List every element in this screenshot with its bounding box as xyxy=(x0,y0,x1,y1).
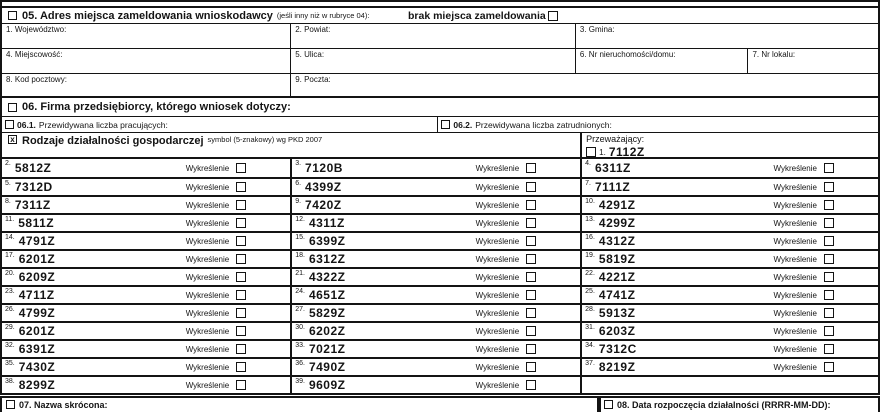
row-06-1-06-2 xyxy=(2,117,878,133)
wykreslenie-checkbox[interactable] xyxy=(236,326,246,336)
wykreslenie-checkbox[interactable] xyxy=(824,326,834,336)
wykreslenie-group xyxy=(186,182,247,192)
pkd-number: 8. xyxy=(5,198,11,205)
wykreslenie-label: Wykreślenie xyxy=(185,272,230,282)
wykreslenie-group xyxy=(186,290,247,300)
wykreslenie-checkbox[interactable] xyxy=(236,236,246,246)
wykreslenie-checkbox[interactable] xyxy=(526,380,536,390)
wykreslenie-label: Wykreślenie xyxy=(475,344,520,354)
pkd-code: 5812Z xyxy=(14,161,52,175)
pkd-code: 4791Z xyxy=(18,234,56,248)
section-06-2-checkbox[interactable] xyxy=(441,120,450,129)
wykreslenie-label: Wykreślenie xyxy=(773,182,817,192)
wykreslenie-group xyxy=(773,272,834,282)
pkd-number: 33. xyxy=(295,342,305,349)
wykreslenie-group xyxy=(476,308,537,318)
wykreslenie-label: Wykreślenie xyxy=(185,163,230,173)
pkd-code: 7430Z xyxy=(18,360,56,374)
brak-zameldowania-label: brak miejsca zameldowania xyxy=(408,9,546,22)
section-07-checkbox[interactable] xyxy=(6,400,15,409)
row-06-3 xyxy=(2,133,878,159)
field-gmina[interactable] xyxy=(575,24,878,48)
wykreslenie-label: Wykreślenie xyxy=(475,254,520,264)
wykreslenie-label: Wykreślenie xyxy=(185,380,230,390)
wykreslenie-label: Wykreślenie xyxy=(475,290,520,300)
wykreslenie-group xyxy=(476,163,537,173)
pkd-cell[interactable] xyxy=(290,159,580,177)
pkd-code: 4651Z xyxy=(308,288,346,302)
section-06-3-note: symbol (5-znakowy) wg PKD 2007 xyxy=(207,135,323,144)
wykreslenie-checkbox[interactable] xyxy=(526,272,536,282)
wykreslenie-group xyxy=(186,362,247,372)
section-06-3-title: Rodzaje działalności gospodarczej xyxy=(22,135,204,147)
pkd-number: 20. xyxy=(5,270,15,277)
sections-05-06-box xyxy=(0,6,880,395)
wykreslenie-group xyxy=(773,290,834,300)
wykreslenie-checkbox[interactable] xyxy=(526,218,536,228)
wykreslenie-label: Wykreślenie xyxy=(475,308,520,318)
section-05-header xyxy=(2,8,878,24)
field-label: 3. Gmina: xyxy=(579,25,615,34)
pkd-number: 4. xyxy=(585,160,591,167)
field-liczba-zatrudnionych[interactable] xyxy=(437,117,878,132)
pkd-number: 25. xyxy=(585,288,595,295)
wykreslenie-checkbox[interactable] xyxy=(824,163,834,173)
pkd-cell[interactable] xyxy=(580,321,878,339)
wykreslenie-label: Wykreślenie xyxy=(475,218,520,228)
pkd-number: 30. xyxy=(295,324,305,331)
wykreslenie-group xyxy=(186,218,247,228)
pkd-cell[interactable] xyxy=(580,285,878,303)
pkd-code: 7311Z xyxy=(14,198,51,212)
wykreslenie-group xyxy=(186,254,247,264)
pkd-cell[interactable] xyxy=(2,159,290,177)
field-powiat[interactable] xyxy=(290,24,575,48)
wykreslenie-checkbox[interactable] xyxy=(824,236,834,246)
wykreslenie-group xyxy=(186,344,247,354)
pkd-code: 7021Z xyxy=(308,342,346,356)
wykreslenie-group xyxy=(186,236,247,246)
section-05-note: (jeśli inny niż w rubryce 04): xyxy=(276,11,370,20)
pkd-number: 7. xyxy=(585,180,591,187)
address-row-2 xyxy=(2,49,878,74)
wykreslenie-label: Wykreślenie xyxy=(475,362,520,372)
wykreslenie-label: Wykreślenie xyxy=(185,344,230,354)
wykreslenie-checkbox[interactable] xyxy=(824,308,834,318)
wykreslenie-label: Wykreślenie xyxy=(773,344,817,354)
pkd-number: 29. xyxy=(5,324,15,331)
pkd-number: 14. xyxy=(5,234,15,241)
pkd-cell[interactable] xyxy=(2,303,290,321)
pkd-code: 6203Z xyxy=(598,324,636,338)
wykreslenie-checkbox[interactable] xyxy=(526,236,536,246)
section-08-checkbox[interactable] xyxy=(604,400,613,409)
section-06-2-number: 06.2. xyxy=(453,119,473,130)
pkd-code: 4291Z xyxy=(598,198,636,212)
wykreslenie-label: Wykreślenie xyxy=(185,326,230,336)
wykreslenie-label: Wykreślenie xyxy=(185,218,230,228)
wykreslenie-label: Wykreślenie xyxy=(773,308,817,318)
pkd-code: 4399Z xyxy=(305,180,342,194)
pkd-cell[interactable] xyxy=(290,249,580,267)
wykreslenie-checkbox[interactable] xyxy=(526,326,536,336)
field-miejscowosc[interactable] xyxy=(2,49,290,73)
pkd-cell[interactable] xyxy=(2,177,290,195)
pkd-code: 7420Z xyxy=(305,198,342,212)
pkd-number: 27. xyxy=(295,306,305,313)
brak-zameldowania-checkbox[interactable] xyxy=(548,11,558,21)
wykreslenie-label: Wykreślenie xyxy=(185,200,230,210)
wykreslenie-group xyxy=(186,308,247,318)
pkd-cell[interactable] xyxy=(2,231,290,249)
wykreslenie-group xyxy=(773,182,834,192)
przewazajacy-entry xyxy=(586,145,878,159)
section-06-1-checkbox[interactable] xyxy=(5,120,14,129)
pkd-number: 28. xyxy=(585,306,595,313)
pkd-number: 2. xyxy=(5,160,11,167)
pkd-code: 7312C xyxy=(598,342,637,356)
pkd-code: 6209Z xyxy=(18,270,56,284)
wykreslenie-group xyxy=(476,236,537,246)
pkd-number: 36. xyxy=(295,360,305,367)
wykreslenie-checkbox[interactable] xyxy=(236,200,246,210)
wykreslenie-group xyxy=(186,326,247,336)
pkd-cell[interactable] xyxy=(580,159,878,177)
pkd-cell[interactable] xyxy=(580,177,878,195)
wykreslenie-checkbox[interactable] xyxy=(236,182,246,192)
pkd-code: 8299Z xyxy=(18,378,56,392)
section-06-2-label: Przewidywana liczba zatrudnionych: xyxy=(475,119,612,130)
wykreslenie-label: Wykreślenie xyxy=(773,326,817,336)
pkd-number: 39. xyxy=(295,378,305,385)
pkd-cell[interactable] xyxy=(580,213,878,231)
wykreslenie-checkbox[interactable] xyxy=(824,290,834,300)
section-06-checkbox[interactable] xyxy=(8,103,17,112)
pkd-code: 7111Z xyxy=(595,180,631,194)
pkd-code: 4711Z xyxy=(18,288,55,302)
pkd-cell[interactable] xyxy=(290,285,580,303)
przewazajacy-checkbox[interactable] xyxy=(586,147,596,157)
wykreslenie-checkbox[interactable] xyxy=(526,308,536,318)
field-label: 7. Nr lokalu: xyxy=(752,50,796,59)
przewazajacy-number: 1. xyxy=(599,147,606,157)
wykreslenie-checkbox[interactable] xyxy=(824,182,834,192)
bottom-row xyxy=(0,396,880,412)
wykreslenie-group xyxy=(476,200,537,210)
wykreslenie-checkbox[interactable] xyxy=(236,254,246,264)
pkd-cell[interactable] xyxy=(2,285,290,303)
wykreslenie-checkbox[interactable] xyxy=(236,308,246,318)
pkd-number: 24. xyxy=(295,288,305,295)
section-06-header xyxy=(2,98,878,117)
pkd-cell[interactable] xyxy=(580,267,878,285)
pkd-number: 32. xyxy=(5,342,15,349)
pkd-number: 5. xyxy=(5,180,11,187)
brak-zameldowania-group xyxy=(408,8,558,23)
field-liczba-pracujacych[interactable] xyxy=(2,117,437,132)
wykreslenie-group xyxy=(476,380,537,390)
pkd-code: 7120B xyxy=(305,161,343,175)
wykreslenie-checkbox[interactable] xyxy=(236,362,246,372)
pkd-number: 16. xyxy=(585,234,595,241)
wykreslenie-group xyxy=(773,163,834,173)
pkd-grid xyxy=(2,159,878,393)
section-08-title: 08. Data rozpoczęcia działalności (RRRR-MM-DD): xyxy=(617,400,831,410)
section-06-3-checkbox-checked[interactable]: x xyxy=(8,135,17,144)
pkd-cell[interactable] xyxy=(2,249,290,267)
wykreslenie-group xyxy=(476,272,537,282)
pkd-cell[interactable] xyxy=(290,339,580,357)
wykreslenie-checkbox[interactable] xyxy=(526,200,536,210)
wykreslenie-label: Wykreślenie xyxy=(185,254,230,264)
pkd-code: 6311Z xyxy=(595,161,631,175)
wykreslenie-group xyxy=(773,326,834,336)
pkd-cell[interactable] xyxy=(290,357,580,375)
wykreslenie-group xyxy=(773,344,834,354)
address-row-3 xyxy=(2,74,878,98)
pkd-cell[interactable] xyxy=(580,357,878,375)
wykreslenie-label: Wykreślenie xyxy=(773,200,817,210)
pkd-number: 23. xyxy=(5,288,15,295)
field-kod-pocztowy[interactable] xyxy=(2,74,290,96)
pkd-cell[interactable] xyxy=(580,375,878,393)
wykreslenie-checkbox[interactable] xyxy=(236,380,246,390)
wykreslenie-label: Wykreślenie xyxy=(773,218,817,228)
pkd-code: 5811Z xyxy=(18,216,55,230)
wykreslenie-label: Wykreślenie xyxy=(475,236,520,246)
wykreslenie-group xyxy=(773,362,834,372)
field-data-rozpoczecia[interactable] xyxy=(599,396,880,412)
pkd-code: 4799Z xyxy=(18,306,56,320)
wykreslenie-label: Wykreślenie xyxy=(773,362,817,372)
pkd-code: 5913Z xyxy=(598,306,636,320)
field-nr-lokalu[interactable] xyxy=(747,49,878,73)
field-label: 5. Ulica: xyxy=(295,50,325,59)
przewazajacy-pkd-code: 7112Z xyxy=(608,145,645,159)
pkd-number: 35. xyxy=(5,360,15,367)
field-label: 1. Województwo: xyxy=(6,25,67,34)
wykreslenie-group xyxy=(476,344,537,354)
wykreslenie-checkbox[interactable] xyxy=(236,163,246,173)
wykreslenie-checkbox[interactable] xyxy=(824,218,834,228)
wykreslenie-group xyxy=(773,236,834,246)
pkd-number: 26. xyxy=(5,306,15,313)
pkd-code: 4311Z xyxy=(308,216,345,230)
pkd-cell[interactable] xyxy=(2,321,290,339)
wykreslenie-checkbox[interactable] xyxy=(236,344,246,354)
wykreslenie-label: Wykreślenie xyxy=(475,163,520,173)
pkd-cell[interactable] xyxy=(580,195,878,213)
pkd-cell[interactable] xyxy=(580,339,878,357)
wykreslenie-label: Wykreślenie xyxy=(773,163,817,173)
pkd-code: 6391Z xyxy=(18,342,56,356)
pkd-number: 17. xyxy=(5,252,15,259)
wykreslenie-group xyxy=(476,326,537,336)
wykreslenie-group xyxy=(773,254,834,264)
wykreslenie-checkbox[interactable] xyxy=(236,290,246,300)
pkd-number: 21. xyxy=(295,270,305,277)
wykreslenie-label: Wykreślenie xyxy=(475,326,520,336)
pkd-cell[interactable] xyxy=(2,267,290,285)
pkd-cell[interactable] xyxy=(290,177,580,195)
field-nr-nieruchomosci[interactable] xyxy=(575,49,748,73)
wykreslenie-group xyxy=(476,182,537,192)
field-wojewodztwo[interactable] xyxy=(2,24,290,48)
pkd-code: 6202Z xyxy=(308,324,346,338)
pkd-number: 11. xyxy=(5,216,15,223)
field-nazwa-skrocona[interactable] xyxy=(0,396,599,412)
pkd-code: 7490Z xyxy=(308,360,346,374)
pkd-cell[interactable] xyxy=(290,321,580,339)
wykreslenie-label: Wykreślenie xyxy=(475,272,520,282)
field-poczta[interactable] xyxy=(290,74,878,96)
pkd-cell[interactable] xyxy=(2,357,290,375)
pkd-code: 4312Z xyxy=(598,234,636,248)
pkd-cell[interactable] xyxy=(2,213,290,231)
pkd-cell[interactable] xyxy=(290,195,580,213)
pkd-cell[interactable] xyxy=(580,249,878,267)
pkd-code: 4322Z xyxy=(308,270,346,284)
field-label: 9. Poczta: xyxy=(295,75,331,84)
wykreslenie-group xyxy=(186,272,247,282)
section-06-1-number: 06.1. xyxy=(17,119,36,130)
field-label: 2. Powiat: xyxy=(295,25,331,34)
pkd-code: 6201Z xyxy=(18,324,56,338)
pkd-number: 12. xyxy=(295,216,305,223)
pkd-number: 10. xyxy=(585,198,595,205)
field-label: 4. Miejscowość: xyxy=(6,50,63,59)
przewazajacy-cell xyxy=(580,133,878,157)
wykreslenie-label: Wykreślenie xyxy=(773,236,817,246)
pkd-code: 4299Z xyxy=(598,216,636,230)
section-06-1-label: Przewidywana liczba pracujących: xyxy=(38,119,168,130)
wykreslenie-group xyxy=(773,200,834,210)
wykreslenie-label: Wykreślenie xyxy=(773,254,817,264)
wykreslenie-group xyxy=(476,362,537,372)
pkd-number: 13. xyxy=(585,216,595,223)
wykreslenie-checkbox[interactable] xyxy=(236,218,246,228)
pkd-code: 4741Z xyxy=(598,288,636,302)
section-05-title: 05. Adres miejsca zameldowania wnioskodawcy xyxy=(22,9,273,22)
wykreslenie-checkbox[interactable] xyxy=(824,344,834,354)
wykreslenie-label: Wykreślenie xyxy=(475,200,520,210)
pkd-cell[interactable] xyxy=(2,339,290,357)
pkd-code: 6312Z xyxy=(308,252,346,266)
pkd-code: 9609Z xyxy=(308,378,346,392)
pkd-cell[interactable] xyxy=(290,231,580,249)
wykreslenie-checkbox[interactable] xyxy=(824,200,834,210)
wykreslenie-checkbox[interactable] xyxy=(526,344,536,354)
wykreslenie-group xyxy=(186,200,247,210)
pkd-code: 6201Z xyxy=(18,252,56,266)
pkd-number: 15. xyxy=(295,234,305,241)
wykreslenie-checkbox[interactable] xyxy=(526,254,536,264)
pkd-number: 3. xyxy=(295,160,302,167)
pkd-number: 31. xyxy=(585,324,595,331)
wykreslenie-group xyxy=(773,308,834,318)
wykreslenie-label: Wykreślenie xyxy=(185,290,230,300)
wykreslenie-label: Wykreślenie xyxy=(773,272,817,282)
pkd-code: 5829Z xyxy=(308,306,346,320)
wykreslenie-checkbox[interactable] xyxy=(824,272,834,282)
wykreslenie-checkbox[interactable] xyxy=(526,182,536,192)
wykreslenie-label: Wykreślenie xyxy=(185,362,230,372)
wykreslenie-label: Wykreślenie xyxy=(475,182,520,192)
pkd-cell[interactable] xyxy=(290,375,580,393)
pkd-number: 6. xyxy=(295,180,302,187)
pkd-number: 34. xyxy=(585,342,595,349)
pkd-cell[interactable] xyxy=(290,303,580,321)
przewazajacy-label: Przeważający: xyxy=(586,134,645,144)
pkd-code: 5819Z xyxy=(598,252,636,266)
wykreslenie-checkbox[interactable] xyxy=(824,254,834,264)
field-ulica[interactable] xyxy=(290,49,575,73)
wykreslenie-group xyxy=(186,380,247,390)
section-07-title: 07. Nazwa skrócona: xyxy=(19,400,108,410)
section-06-title: 06. Firma przedsiębiorcy, którego wniosek dotyczy: xyxy=(22,101,291,113)
pkd-cell[interactable] xyxy=(580,303,878,321)
pkd-number: 22. xyxy=(585,270,595,277)
wykreslenie-group xyxy=(476,218,537,228)
pkd-code: 6399Z xyxy=(308,234,346,248)
pkd-number: 19. xyxy=(585,252,595,259)
pkd-cell[interactable] xyxy=(580,231,878,249)
wykreslenie-label: Wykreślenie xyxy=(185,182,230,192)
pkd-cell[interactable] xyxy=(2,375,290,393)
pkd-cell[interactable] xyxy=(290,267,580,285)
wykreslenie-group xyxy=(773,218,834,228)
wykreslenie-label: Wykreślenie xyxy=(185,236,230,246)
wykreslenie-group xyxy=(476,254,537,264)
pkd-code: 7312D xyxy=(14,180,53,194)
wykreslenie-group xyxy=(476,290,537,300)
pkd-cell[interactable] xyxy=(2,195,290,213)
pkd-code: 8219Z xyxy=(598,360,636,374)
pkd-cell[interactable] xyxy=(290,213,580,231)
wykreslenie-label: Wykreślenie xyxy=(185,308,230,318)
wykreslenie-label: Wykreślenie xyxy=(475,380,520,390)
wykreslenie-checkbox[interactable] xyxy=(236,272,246,282)
pkd-code: 4221Z xyxy=(598,270,636,284)
wykreslenie-checkbox[interactable] xyxy=(526,290,536,300)
pkd-number: 37. xyxy=(585,360,595,367)
wykreslenie-checkbox[interactable] xyxy=(824,362,834,372)
pkd-number: 18. xyxy=(295,252,305,259)
section-05-checkbox[interactable] xyxy=(8,11,17,20)
field-label: 8. Kod pocztowy: xyxy=(6,75,67,84)
wykreslenie-label: Wykreślenie xyxy=(773,290,817,300)
pkd-number: 9. xyxy=(295,198,302,205)
section-06-3-header xyxy=(2,133,580,157)
wykreslenie-checkbox[interactable] xyxy=(526,163,536,173)
address-row-1 xyxy=(2,24,878,49)
field-label: 6. Nr nieruchomości/domu: xyxy=(579,50,676,59)
pkd-number: 38. xyxy=(5,378,15,385)
wykreslenie-checkbox[interactable] xyxy=(526,362,536,372)
wykreslenie-group xyxy=(186,163,247,173)
